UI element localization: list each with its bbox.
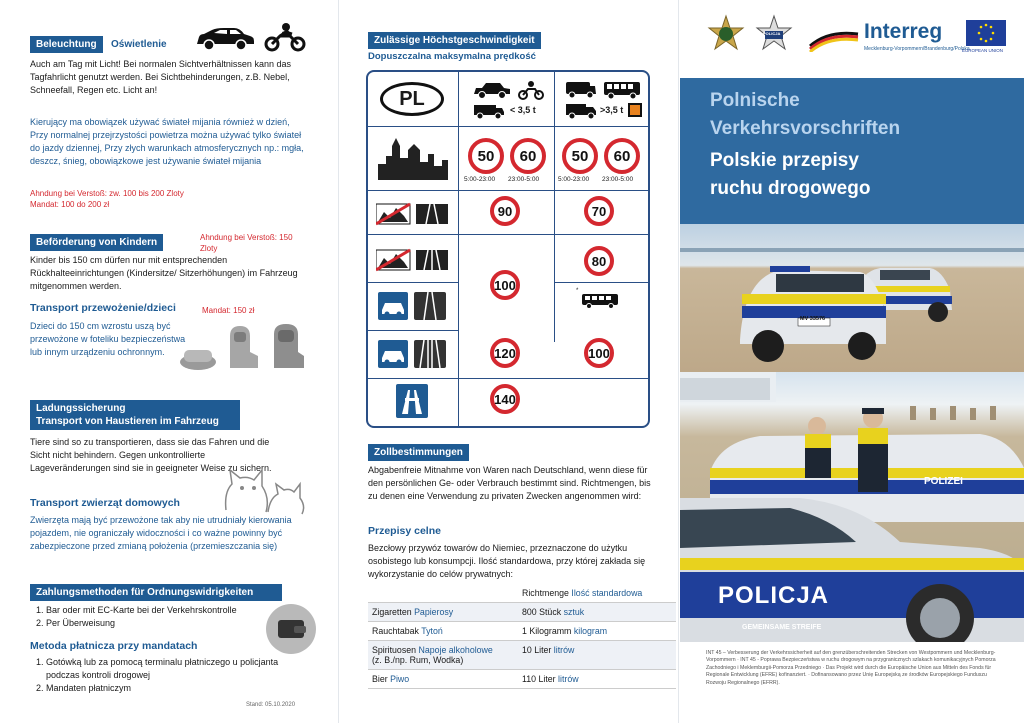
item-de: Bier (372, 674, 388, 684)
children-text-de: Kinder bis 150 cm dürfen nur mit entsprechenden Rückhalteeinrichtungen (Kindersitze/ Sitzerhöhungen) im Fahrzeug mitgenommen werden. (30, 255, 298, 291)
expressway-sign-icon (378, 340, 408, 368)
lighting-heading-de: Beleuchtung (30, 36, 103, 53)
single-carriageway-icon (414, 292, 446, 320)
expressway-out-town-icon (376, 246, 450, 272)
rural-road-icon (376, 200, 450, 226)
truck-icon (564, 102, 598, 120)
customs-heading-pl: Przepisy celne (368, 525, 441, 537)
flags-swoosh-icon (808, 28, 860, 52)
payment-list-pl (30, 656, 280, 695)
fold-line (678, 0, 679, 723)
time-night: 23:00-5:00 (602, 176, 634, 183)
photo-beach-police-cars (680, 224, 1024, 372)
speed-table (366, 70, 650, 428)
interreg-sub: Mecklenburg-Vorpommern/Brandenburg/Polska (864, 46, 970, 52)
hazard-plate-icon (628, 103, 642, 117)
item-pl: Napoje alkoholowe (418, 645, 493, 655)
camper-icon (564, 80, 598, 100)
bus-icon (602, 80, 642, 100)
qty-pl: sztuk (563, 607, 585, 617)
speed-sign-expressway-light: 100 (490, 270, 520, 300)
dual-carriageway-icon (414, 340, 446, 368)
payment-item-pl: 1. Gotówką lub za pomocą terminalu płatniczego u policjanta podczas kontroli drogowej (46, 656, 280, 682)
cargo-heading-line2: Transport von Haustieren im Fahrzeug (36, 416, 219, 427)
title-pl-2: ruchu drogowego (710, 178, 871, 199)
speed-sign-town-night-heavy: 60 (604, 138, 640, 174)
item-pl: Tytoń (421, 626, 443, 636)
qty-de: 800 Stück (522, 607, 562, 617)
car-text-policja: POLICJA (718, 582, 830, 609)
wallet-icon (266, 604, 316, 654)
speed-heading-pl: Dopuszczalna maksymalna prędkość (368, 51, 536, 62)
item-de: Zigaretten (372, 607, 412, 617)
children-text-pl: Dzieci do 150 cm wzrostu uszą być przewożone w foteliku bezpieczeństwa lub innym urządzeniu ochronnym. (30, 321, 186, 357)
left-column (0, 0, 338, 723)
item-de: Rauchtabak (372, 626, 419, 636)
speed-heading-de: Zulässige Höchstgeschwindigkeit (368, 32, 541, 49)
lighting-text-de: Auch am Tag mit Licht! Bei normalen Sichtverhältnissen kann das Tagfahrlicht genutzt werden. Bei Sichtbehinderungen, z.B. Nebel, Schneefall, Regen etc. Licht an! (30, 59, 291, 95)
eu-flag-icon (966, 20, 1006, 46)
cargo-heading-line1: Ladungssicherung (36, 403, 126, 414)
lighting-fine-de: Ahndung bei Verstoß: zw. 100 bis 200 Zloty (30, 189, 184, 198)
payment-list-de (30, 604, 270, 630)
speed-sign-rural-heavy: 70 (584, 196, 614, 226)
speed-sign-rural-light: 90 (490, 196, 520, 226)
speed-sign-town-day-heavy: 50 (562, 138, 598, 174)
table-row (368, 584, 676, 603)
van-icon (472, 102, 506, 120)
title-pl-1: Polskie przepisy (710, 150, 859, 171)
asterisk: * (576, 288, 579, 294)
qty-de: 1 Kilogramm (522, 626, 572, 636)
car-icon (194, 26, 256, 52)
bus-icon (580, 292, 620, 310)
weight-light: < 3,5 t (510, 105, 536, 115)
car-text-polizei: POLIZEI (924, 476, 963, 487)
child-seats-icon (178, 322, 308, 372)
children-heading-pl: Transport przewożenie/dzieci (30, 302, 176, 314)
speed-sign-town-night-light: 60 (510, 138, 546, 174)
speed-sign-town-day-light: 50 (468, 138, 504, 174)
lighting-heading-row (30, 34, 167, 53)
motorcycle-icon (518, 80, 544, 100)
cargo-heading-pl: Transport zwierząt domowych (30, 497, 180, 509)
police-star-icon (706, 14, 746, 58)
time-night: 23:00-5:00 (508, 176, 540, 183)
photo-officers-police-car (680, 372, 1024, 642)
right-column (680, 0, 1024, 723)
qty-pl: litrów (553, 645, 575, 655)
qty-de: 110 Liter (522, 674, 556, 684)
police-badge-text: POLICJA (763, 31, 781, 36)
col-head-de: Richtmenge (522, 588, 569, 598)
interreg-logo: Interreg (864, 20, 943, 43)
item-de: Spirituosen (372, 645, 417, 655)
qty-pl: kilogram (573, 626, 608, 636)
customs-table (368, 584, 676, 689)
lighting-heading-pl: Oświetlenie (111, 39, 167, 50)
speed-sign-expressway-heavy: 80 (584, 246, 614, 276)
payment-item-de: 2. Per Überweisung (46, 617, 270, 630)
policja-star-icon (754, 14, 794, 58)
qty-pl: litrów (558, 674, 579, 684)
expressway-sign-icon (378, 292, 408, 320)
col-head-pl: Ilość standardowa (571, 588, 643, 598)
cargo-heading (30, 400, 240, 430)
middle-column (340, 0, 678, 723)
customs-text-pl: Bezcłowy przywóz towarów do Niemiec, przeznaczone do użytku osobistego lub konsumpcji. Ilość standardowa, przy której zakłada się wykorzystanie do celów prywatnych: (368, 543, 646, 579)
police-car-illustration (680, 224, 1024, 372)
customs-heading: Zollbestimmungen (368, 444, 469, 461)
title-de-2: Verkehrsvorschriften (710, 118, 901, 139)
table-row (368, 622, 676, 641)
children-heading-row (30, 232, 163, 251)
qty-de: 10 Liter (522, 645, 552, 655)
town-icon (378, 138, 448, 180)
logo-strip (680, 0, 1024, 78)
time-day: 5:00-23:00 (464, 176, 496, 183)
item-extra: (z. B./np. Rum, Wodka) (372, 655, 464, 665)
speed-sign-motorway-light: 140 (490, 384, 520, 414)
lighting-text-pl: Kierujący ma obowiązek używać świateł mijania również w dzień, Przy normalnej przejrzystości powietrza można używać tylko świateł do jazdy dziennej, Przy złych warunkach atmosferycznych np.: mgła, deszcz, śnieg, obowiązkowe jest używanie świateł mijania (30, 117, 304, 166)
lighting-fine-pl: Mandat: 100 do 200 zł (30, 200, 110, 209)
title-block (680, 78, 1024, 224)
pets-icon (218, 458, 308, 518)
children-heading-de: Beförderung von Kindern (30, 234, 163, 251)
motorcycle-icon (264, 22, 306, 52)
payment-heading-de: Zahlungsmethoden für Ordnungswidrigkeiten (30, 584, 282, 601)
car-text-streife: GEMEINSAME STREIFE (742, 624, 822, 631)
car-plate: MV 33576 (800, 316, 826, 322)
title-de-1: Polnische (710, 90, 800, 111)
eu-label: EUROPEAN UNION (962, 48, 1004, 53)
item-pl: Piwo (390, 674, 410, 684)
car-icon (472, 80, 512, 100)
payment-item-pl: 2. Mandaten płatniczym (46, 682, 280, 695)
country-oval: PL (380, 82, 444, 116)
speed-sign-bus: 100 (584, 338, 614, 368)
payment-heading-pl: Metoda płatnicza przy mandatach (30, 640, 198, 652)
payment-item-de: 1. Bar oder mit EC-Karte bei der Verkehrskontrolle (46, 604, 270, 617)
table-row (368, 641, 676, 670)
cargo-text-de: Tiere sind so zu transportieren, dass sie das Fahren und die Sicht nicht behindern. Gegen unkontrollierte Lageveränderungen sind sie in geeigneter Weise zu sichern. (30, 437, 272, 473)
table-row (368, 603, 676, 622)
time-day: 5:00-23:00 (558, 176, 590, 183)
speed-sign-dual-light: 120 (490, 338, 520, 368)
fold-line (338, 0, 339, 723)
table-row (368, 670, 676, 689)
item-pl: Papierosy (414, 607, 454, 617)
weight-heavy: >3,5 t (600, 105, 624, 115)
stand-date: Stand: 05.10.2020 (246, 702, 296, 708)
customs-text-de: Abgabenfreie Mitnahme von Waren nach Deutschland, wenn diese für den persönlichen Ge- oder Verbrauch bestimmt sind. Richtmengen, bis zu denen eine Verwendung zu privaten Zwecken angenommen wird: (368, 465, 651, 501)
motorway-sign-icon (396, 384, 428, 418)
children-fine-de: Ahndung bei Verstoß: 150 Zloty (200, 233, 293, 253)
children-fine-pl: Mandat: 150 zł (202, 306, 255, 315)
cargo-text-pl: Zwierzęta mają być przewożone tak aby nie utrudniały kierowania pojazdem, nie ograniczały widoczności i co ważne powinny być zabezpieczone przed zmianą położenia (przemieszczania się) (30, 515, 292, 551)
footer-text: INT 45 – Verbesserung der Verkehrssicherheit auf den grenzüberschreitenden Strecken von Westpommern und Mecklenburg-Vorpommern · INT 45 - Poprawa Bezpieczeństwa w ruchu drogowym na przygranicznych szlakach komunikacyjnych Pomorza Zachodniego i Meklemburgii-Pomorza Przedniego · Das Projekt wird durch die Europäische Union aus Mitteln des Fonds für Regionale Entwicklung (EFRE) kofinanziert. · Dofinansowano przez Unię Europejską ze środków Europejskiego Funduszu Rozwoju Regionalnego (EFRR). (706, 650, 996, 686)
